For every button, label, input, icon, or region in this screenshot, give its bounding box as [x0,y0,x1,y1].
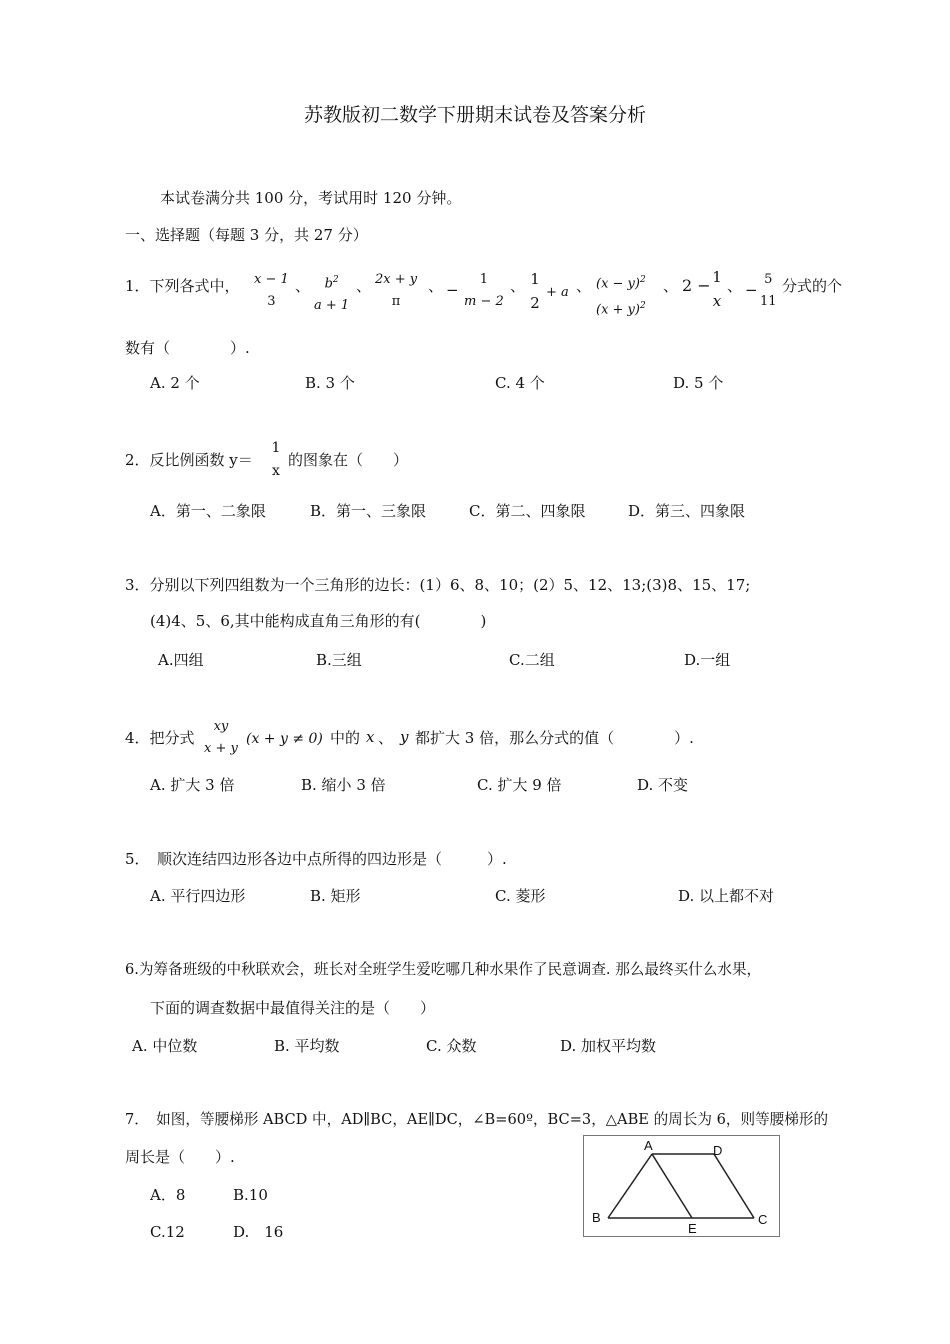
q4-option-c[interactable]: C. 扩大 9 倍 [477,776,562,794]
segment-dc [714,1154,754,1218]
variable-x: x [366,728,375,746]
q1-fraction-6 [596,272,646,319]
q2-option-a[interactable]: A．第一、二象限 [150,502,266,520]
q3-line1: 3．分别以下列四组数为一个三角形的边长：(1）6、8、10；(2）5、12、13;(3)8、15、17; [125,576,751,594]
q1-fraction-4 [464,272,504,310]
separator: 、 [356,277,372,295]
q2-option-c[interactable]: C．第二、四象限 [469,502,586,520]
q1-option-a[interactable]: A. 2 个 [150,374,200,392]
q2-option-d[interactable]: D．第三、四象限 [628,502,746,520]
fraction-denominator: (x + y) [596,302,640,318]
q5-text: 5． 顺次连结四边形各边中点所得的四边形是（ ）. [125,850,507,868]
q4-condition: (x + y ≠ 0) [246,731,323,747]
vertex-label-a: A [644,1138,653,1153]
q6-line2: 下面的调查数据中最值得关注的是（ ） [150,999,436,1017]
section-heading: 一、选择题（每题 3 分，共 27 分） [125,226,368,244]
segment-ae [652,1154,692,1218]
q1-option-d[interactable]: D. 5 个 [673,374,724,392]
fraction-denominator: 3 [267,294,276,309]
q2-tail: 的图象在（ ） [288,451,409,469]
q2-lead: 2．反比例函数 y＝ [125,451,253,469]
q7-option-b[interactable]: B.10 [233,1186,268,1204]
minus-sign: − [745,281,758,299]
q2-option-b[interactable]: B．第一、三象限 [310,502,427,520]
q6-option-b[interactable]: B. 平均数 [274,1037,340,1055]
q4-tail: 都扩大 3 倍，那么分式的值（ ）. [415,729,694,747]
q1-option-c[interactable]: C. 4 个 [495,374,545,392]
segment-ab [608,1154,652,1218]
separator: 、 [663,277,679,295]
q1-option-b[interactable]: B. 3 个 [305,374,355,392]
vertex-label-d: D [713,1143,723,1158]
q1-fraction-2 [314,272,349,314]
q3-option-b[interactable]: B.三组 [316,651,362,669]
q7-option-a[interactable]: A．8 [150,1186,186,1204]
fraction-numerator: 2x + y [375,272,418,287]
exponent: 2 [639,275,646,285]
vertex-label-c: C [758,1212,768,1227]
fraction-numerator: 5 [764,272,773,287]
separator: 、 [576,277,592,295]
fraction-denominator: π [391,294,401,309]
q7-line1: 7． 如图，等腰梯形 ABCD 中，AD∥BC，AE∥DC，∠B=60º，BC=3，△ABE 的周长为 6，则等腰梯形的 [125,1111,829,1128]
q1-fraction-8 [760,272,777,310]
q1-fraction-7-head: 2 − [682,276,711,295]
page-title: 苏教版初二数学下册期末试卷及答案分析 [303,104,646,126]
exam-intro: 本试卷满分共 100 分，考试用时 120 分钟。 [160,189,462,207]
q6-option-d[interactable]: D. 加权平均数 [560,1037,657,1055]
fraction-numerator: 1 [530,270,540,288]
q3-option-d[interactable]: D.一组 [684,651,731,669]
q1-fraction-7 [712,268,722,310]
q4-option-d[interactable]: D. 不变 [637,776,689,794]
fraction-denominator: m − 2 [464,294,504,309]
q3-line2: (4)4、5、6,其中能构成直角三角形的有( ) [150,612,487,630]
fraction-numerator: 1 [271,440,281,456]
fraction-numerator: xy [213,719,229,734]
separator: 、 [510,277,526,295]
trapezoid-diagram [584,1136,779,1236]
q4-lead: 4．把分式 [125,729,195,747]
fraction-denominator: 2 [530,294,540,312]
separator: 、 [378,729,394,747]
fraction-denominator: x [272,463,280,479]
q4-option-b[interactable]: B. 缩小 3 倍 [301,776,386,794]
q3-option-c[interactable]: C.二组 [509,651,555,669]
fraction-numerator: (x − y) [596,276,640,292]
q1-line2: 数有（ ）. [125,339,250,357]
q1-fraction-3 [375,272,417,310]
q1-tail: 分式的个 [782,277,843,295]
q1-lead: 1．下列各式中， [125,277,240,295]
q1-fraction-1 [254,272,289,310]
q6-option-c[interactable]: C. 众数 [426,1037,477,1055]
q5-option-b[interactable]: B. 矩形 [310,887,361,905]
q4-fraction [204,719,238,757]
q6-line1: 6.为筹备班级的中秋联欢会，班长对全班学生爱吃哪几种水果作了民意调查. 那么最终买什么水果， [125,961,762,978]
fraction-numerator: b [324,276,333,292]
q4-mid: 中的 [330,729,361,747]
exponent: 2 [639,301,646,312]
q5-option-d[interactable]: D. 以上都不对 [678,887,775,905]
q1-fraction-5-tail: + a [546,285,569,300]
fraction-denominator: a + 1 [314,298,350,314]
separator: 、 [295,277,311,295]
q6-option-a[interactable]: A. 中位数 [132,1037,198,1055]
fraction-denominator: x [712,292,722,310]
q7-option-d[interactable]: D. 16 [233,1223,284,1241]
separator: 、 [428,277,444,295]
q5-option-a[interactable]: A. 平行四边形 [150,887,246,905]
q4-option-a[interactable]: A. 扩大 3 倍 [150,776,235,794]
fraction-denominator: x + y [204,741,238,756]
fraction-denominator: 11 [760,294,777,309]
q7-line2: 周长是（ ）. [125,1148,235,1166]
separator: 、 [727,277,743,295]
q7-option-c[interactable]: C.12 [150,1223,185,1241]
fraction-numerator: 1 [712,268,722,286]
variable-y: y [400,728,409,746]
fraction-numerator: 1 [479,272,489,287]
minus-sign: − [446,281,459,299]
q2-fraction [271,440,281,480]
fraction-numerator: x − 1 [254,272,289,287]
trapezoid-figure [583,1135,780,1237]
q1-fraction-5 [530,270,540,312]
vertex-label-e: E [688,1221,697,1236]
q3-option-a[interactable]: A.四组 [158,651,204,669]
exponent: 2 [332,275,339,285]
vertex-label-b: B [592,1210,601,1225]
q5-option-c[interactable]: C. 菱形 [495,887,546,905]
